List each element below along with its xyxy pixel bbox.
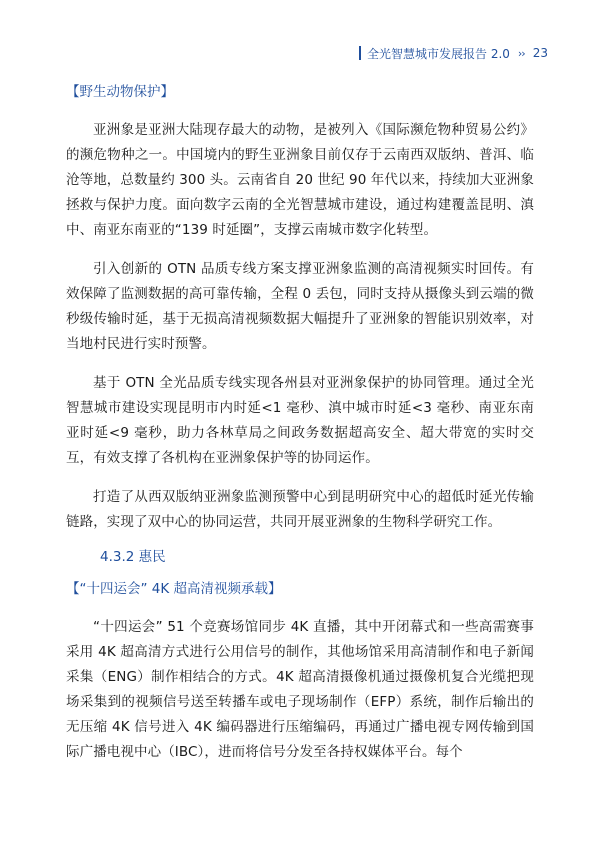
subsection-heading: 4.3.2 惠民	[100, 549, 166, 565]
paragraph: 亚洲象是亚洲大陆现存最大的动物，是被列入《国际濒危物种贸易公约》的濒危物种之一。中国境内的野生亚洲象目前仅存于云南西双版纳、普洱、临沧等地，总数量约 300 头。云南省自 20 世纪 90 年代以来，持续加大亚洲象拯救与保护力度。面向数字云南的全光智慧城市建设，通过构建覆盖昆明、滇中、南亚东南亚的“139 时延圈”，支撑云南城市数字化转型。	[66, 122, 534, 238]
report-title: 全光智慧城市发展报告 2.0	[367, 46, 510, 61]
header-divider-bar	[359, 46, 361, 60]
paragraph: 基于 OTN 全光品质专线实现各州县对亚洲象保护的协同管理。通过全光智慧城市建设实现昆明市内时延<1 毫秒、滇中城市时延<3 毫秒、南亚东南亚时延<9 毫秒，助力各林草局之间政务数据超高安全、超大带宽的实时交互，有效支撑了各机构在亚洲象保护等的协同运作。	[66, 375, 534, 466]
paragraph: 打造了从西双版纳亚洲象监测预警中心到昆明研究中心的超低时延光传输链路，实现了双中心的协同运营，共同开展亚洲象的生物科学研究工作。	[66, 489, 534, 530]
double-chevron-icon: ››	[517, 46, 525, 60]
page-body	[66, 66, 534, 765]
running-header	[359, 44, 548, 62]
paragraph: 引入创新的 OTN 品质专线方案支撑亚洲象监测的高清视频实时回传。有效保障了监测数据的高可靠传输，全程 0 丢包，同时支持从摄像头到云端的微秒级传输时延，基于无损高清视频数据大幅提升了亚洲象的智能识别效率，对当地村民进行实时预警。	[66, 261, 534, 352]
paragraph: “十四运会” 51 个竞赛场馆同步 4K 直播，其中开闭幕式和一些高需赛事采用 4K 超高清方式进行公用信号的制作，其他场馆采用高清制作和电子新闻采集（ENG）制作相结合的方式。4K 超高清摄像机通过摄像机复合光缆把现场采集到的视频信号送至转播车或电子现场制作（EFP）系统，制作后输出的无压缩 4K 信号进入 4K 编码器进行压缩编码，再通过广播电视专网传输到国际广播电视中心（IBC），进而将信号分发至各持权媒体平台。每个	[66, 619, 534, 760]
section-tag-4k: 【“十四运会” 4K 超高清视频承载】	[66, 581, 282, 597]
page-number: 23	[532, 46, 548, 60]
section-tag-wildlife: 【野生动物保护】	[66, 84, 174, 100]
